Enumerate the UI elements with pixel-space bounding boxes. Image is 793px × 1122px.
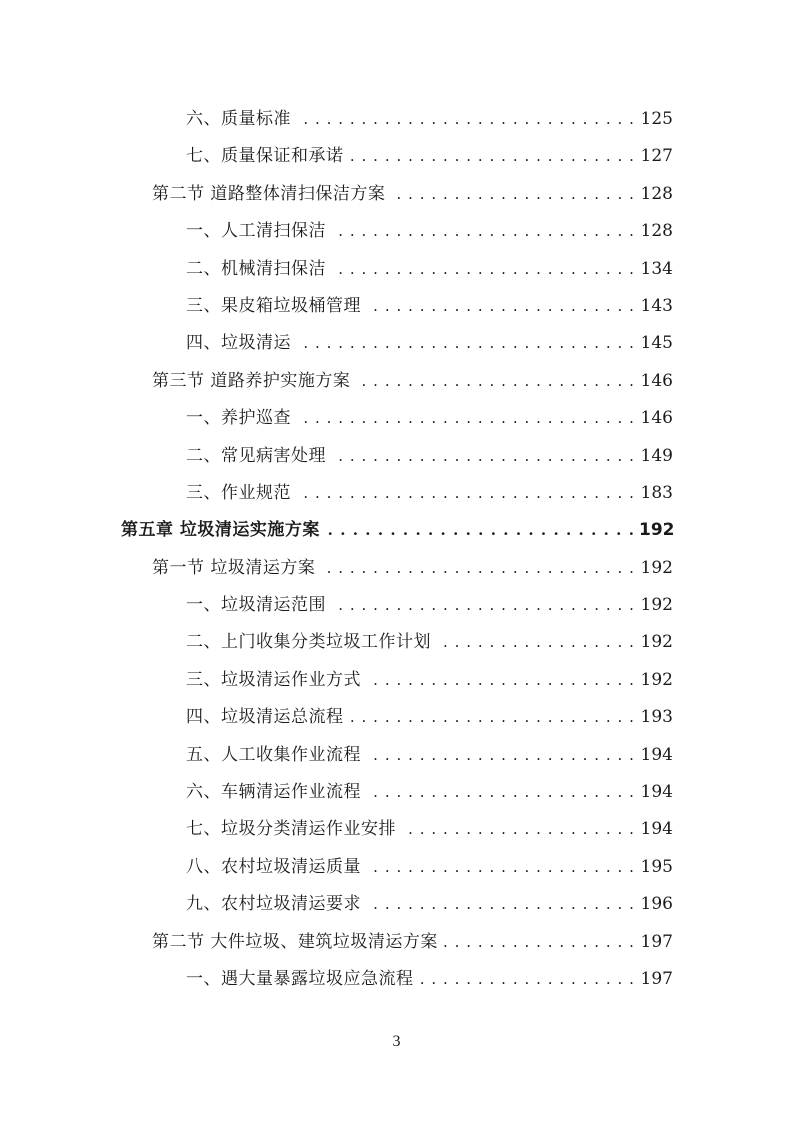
- dot-leader: [295, 101, 635, 138]
- dot-leader: [330, 587, 635, 624]
- toc-entry-page: 194: [640, 819, 673, 840]
- dot-leader: [365, 886, 635, 923]
- toc-entry[interactable]: [0, 662, 793, 699]
- toc-entry-page: 196: [640, 894, 673, 915]
- dot-leader: [418, 961, 636, 998]
- toc-entry-title: 六、质量标准: [186, 109, 291, 129]
- toc-entry-title: 二、机械清扫保洁: [186, 258, 326, 279]
- toc-entry-title: 第二节 道路整体清扫保洁方案: [152, 183, 386, 204]
- toc-entry-title: 一、垃圾清运范围: [186, 595, 326, 616]
- dot-leader: [319, 550, 635, 587]
- toc-entry-title: 一、养护巡查: [186, 408, 291, 429]
- dot-leader: [330, 251, 635, 288]
- dot-leader: [330, 213, 635, 250]
- dot-leader: [365, 662, 635, 699]
- toc-entry[interactable]: [0, 849, 793, 886]
- toc-entry-chapter[interactable]: [0, 512, 793, 549]
- toc-entry-page: 192: [640, 557, 673, 578]
- toc-entry-page: 192: [640, 595, 673, 616]
- toc-entry[interactable]: [0, 886, 793, 923]
- toc-entry-section[interactable]: [0, 924, 793, 961]
- dot-leader: [295, 325, 635, 362]
- dot-leader: [348, 138, 636, 175]
- toc-entry-page: 192: [640, 632, 673, 653]
- toc-entry-page: 128: [640, 183, 673, 204]
- toc-entry[interactable]: [0, 101, 793, 138]
- page-number: 3: [392, 1033, 401, 1050]
- dot-leader: [365, 737, 635, 774]
- toc-entry-page: 146: [640, 408, 673, 429]
- toc-entry[interactable]: [0, 961, 793, 998]
- toc-entry-page: 192: [639, 520, 675, 541]
- toc-entry[interactable]: [0, 475, 793, 512]
- toc-entry[interactable]: [0, 737, 793, 774]
- toc-entry[interactable]: [0, 288, 793, 325]
- toc-entry-page: 192: [640, 669, 673, 690]
- toc-entry-title: 七、垃圾分类清运作业安排: [186, 819, 396, 840]
- toc-entry[interactable]: [0, 699, 793, 736]
- toc-entry-page: 143: [640, 295, 673, 316]
- dot-leader: [365, 774, 635, 811]
- toc-entry-title: 第一节 垃圾清运方案: [152, 557, 316, 578]
- toc-entry-title: 第二节 大件垃圾、建筑垃圾清运方案: [152, 931, 438, 952]
- toc-entry[interactable]: [0, 774, 793, 811]
- toc-entry-title: 四、垃圾清运: [186, 333, 291, 354]
- toc-entry-title: 一、遇大量暴露垃圾应急流程: [186, 968, 414, 989]
- toc-entry-title: 二、上门收集分类垃圾工作计划: [186, 632, 431, 653]
- table-of-contents: [0, 101, 793, 998]
- toc-entry-page: 197: [640, 931, 673, 952]
- toc-entry-page: 149: [640, 445, 673, 466]
- toc-entry-title: 三、果皮箱垃圾桶管理: [186, 295, 361, 316]
- toc-entry-page: 183: [640, 482, 673, 503]
- toc-entry-page: 195: [640, 856, 673, 877]
- toc-entry-title: 五、人工收集作业流程: [186, 744, 361, 765]
- toc-entry[interactable]: [0, 251, 793, 288]
- toc-entry-title: 三、垃圾清运作业方式: [186, 669, 361, 690]
- toc-entry-section[interactable]: [0, 550, 793, 587]
- toc-entry-title: 一、人工清扫保洁: [186, 221, 326, 242]
- toc-entry-title: 八、农村垃圾清运质量: [186, 856, 361, 877]
- toc-entry[interactable]: [0, 138, 793, 175]
- dot-leader: [389, 176, 635, 213]
- dot-leader: [400, 811, 635, 848]
- dot-leader: [348, 699, 636, 736]
- toc-entry[interactable]: [0, 325, 793, 362]
- toc-entry[interactable]: [0, 811, 793, 848]
- toc-entry[interactable]: [0, 400, 793, 437]
- dot-leader: [324, 512, 635, 549]
- toc-entry-title: 六、车辆清运作业流程: [186, 782, 361, 803]
- dot-leader: [442, 924, 635, 961]
- toc-entry-page: 125: [640, 109, 673, 129]
- toc-entry-page: 197: [640, 968, 673, 989]
- dot-leader: [435, 624, 635, 661]
- toc-entry-title: 第五章 垃圾清运实施方案: [121, 520, 320, 541]
- toc-entry-page: 194: [640, 782, 673, 803]
- toc-entry-title: 第三节 道路养护实施方案: [152, 370, 351, 391]
- toc-entry-page: 146: [640, 370, 673, 391]
- dot-leader: [295, 400, 635, 437]
- toc-entry-page: 127: [640, 146, 673, 167]
- toc-entry-title: 四、垃圾清运总流程: [186, 707, 344, 728]
- toc-entry[interactable]: [0, 438, 793, 475]
- toc-entry-page: 134: [640, 258, 673, 279]
- toc-entry-page: 145: [640, 333, 673, 354]
- toc-entry[interactable]: [0, 213, 793, 250]
- toc-entry-page: 193: [640, 707, 673, 728]
- dot-leader: [295, 475, 635, 512]
- toc-entry-title: 七、质量保证和承诺: [186, 146, 344, 167]
- toc-entry-page: 194: [640, 744, 673, 765]
- toc-entry-title: 三、作业规范: [186, 482, 291, 503]
- toc-entry[interactable]: [0, 624, 793, 661]
- dot-leader: [330, 438, 635, 475]
- dot-leader: [365, 288, 635, 325]
- dot-leader: [354, 363, 635, 400]
- dot-leader: [365, 849, 635, 886]
- toc-entry-page: 128: [640, 221, 673, 242]
- toc-entry[interactable]: [0, 587, 793, 624]
- toc-entry-title: 九、农村垃圾清运要求: [186, 894, 361, 915]
- toc-entry-title: 二、常见病害处理: [186, 445, 326, 466]
- toc-entry-section[interactable]: [0, 176, 793, 213]
- toc-entry-section[interactable]: [0, 363, 793, 400]
